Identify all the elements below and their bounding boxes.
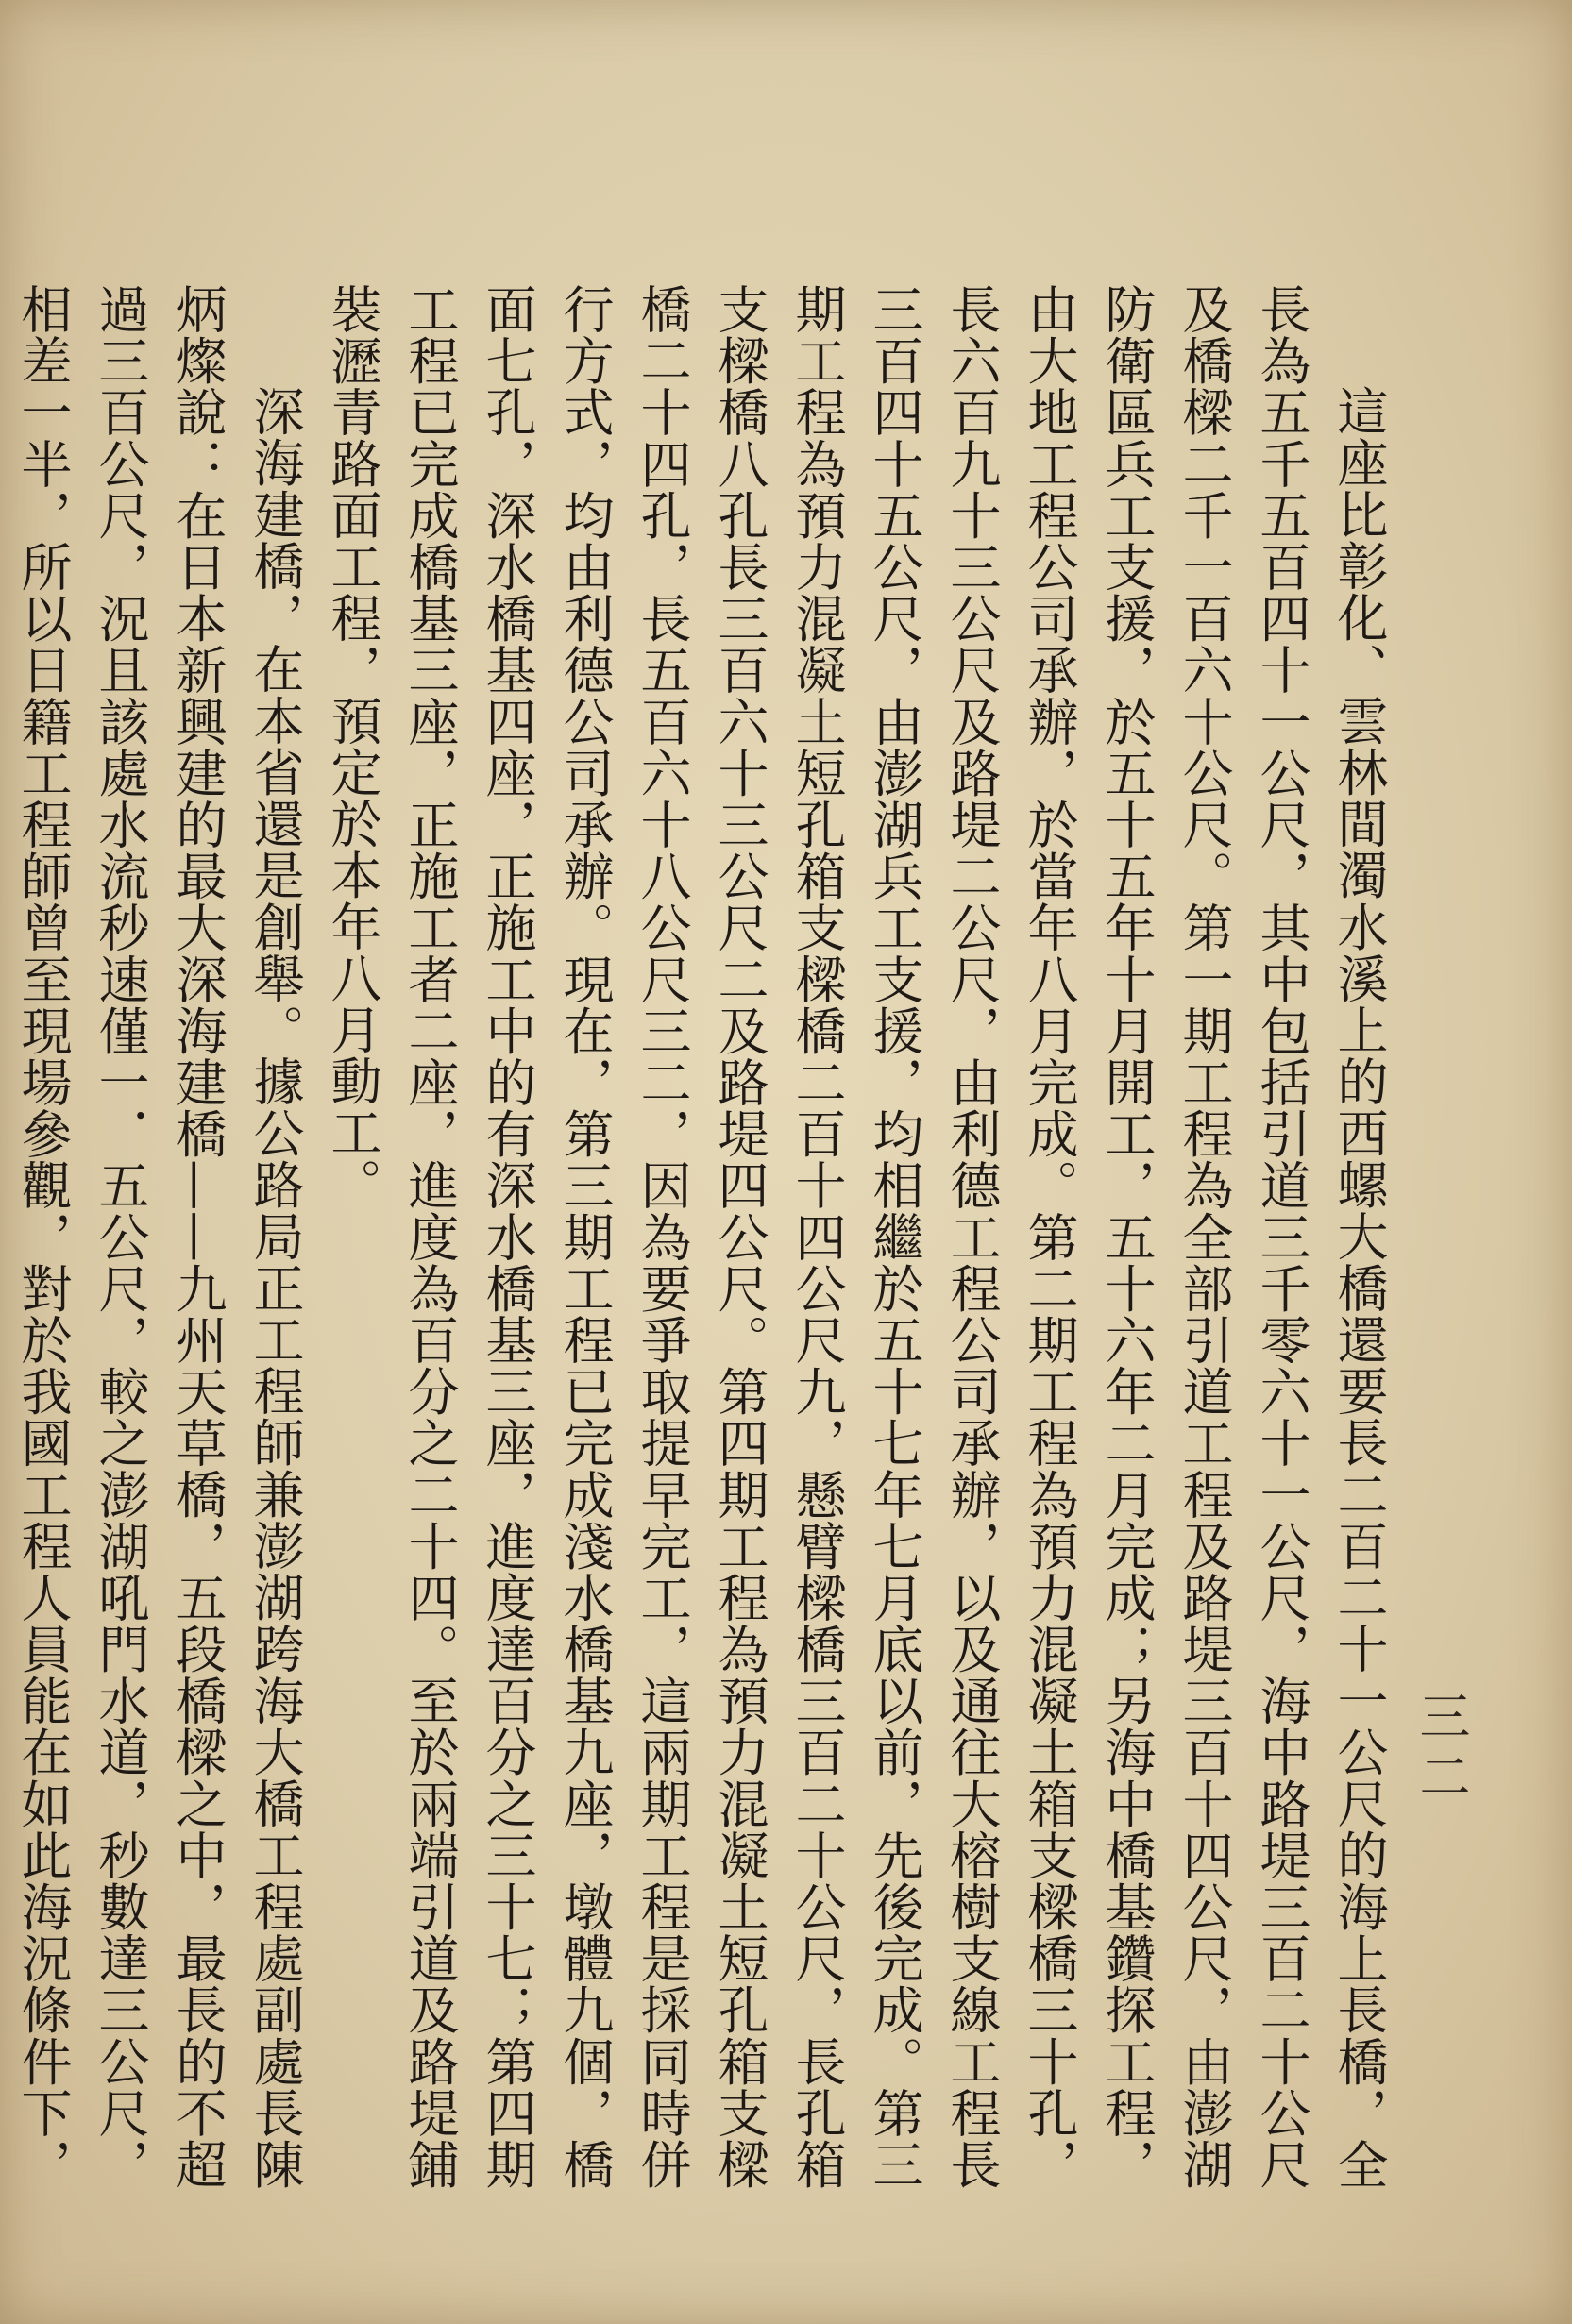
body-text [13, 283, 1397, 2190]
paragraph-2: 深海建橋，在本省還是創舉。據公路局正工程師兼澎湖跨海大橋工程處副處長陳炳燦說：在日本新興建的最大深海建橋——九州天草橋，五段橋樑之中，最長的不超過三百公尺，況且該處水流秒速僅一．五公尺，較之澎湖吼門水道，秒數達三公尺，相差一半，所以日籍工程師曾至現場參觀，對於我國工程人員能在如此海況條件下， [13, 283, 305, 2190]
page-number: 三二 [1411, 1690, 1471, 1810]
paragraph-1: 這座比彰化、雲林間濁水溪上的西螺大橋還要長二百二十一公尺的海上長橋，全長為五千五百四十一公尺，其中包括引道三千零六十一公尺，海中路堤三百二十公尺及橋樑二千一百六十公尺。第一期工程為全部引道工程及路堤三百十四公尺，由澎湖防衛區兵工支援，於五十五年十月開工，五十六年二月完成；另海中橋基鑽探工程，由大地工程公司承辦，於當年八月完成。第二期工程為預力混凝土箱支樑橋三十孔，長六百九十三公尺及路堤二公尺，由利德工程公司承辦，以及通往大榕樹支線工程長三百四十五公尺，由澎湖兵工支援，均相繼於五十七年七月底以前，先後完成。第三期工程為預力混凝土短孔箱支樑橋二百十四公尺九，懸臂樑橋三百二十公尺，長孔箱支樑橋八孔長三百六十三公尺二及路堤四公尺。第四期工程為預力混凝土短孔箱支樑橋二十四孔，長五百六十八公尺三二，因為要爭取提早完工，這兩期工程是採同時併行方式，均由利德公司承辦。現在，第三期工程已完成淺水橋基九座，墩體九個，橋面七孔，深水橋基四座，正施工中的有深水橋基三座，進度達百分之三十七；第四期工程已完成橋基三座，正施工者二座，進度為百分之二十四。至於兩端引道及路堤鋪裝瀝青路面工程，預定於本年八月動工。 [323, 283, 1389, 2190]
